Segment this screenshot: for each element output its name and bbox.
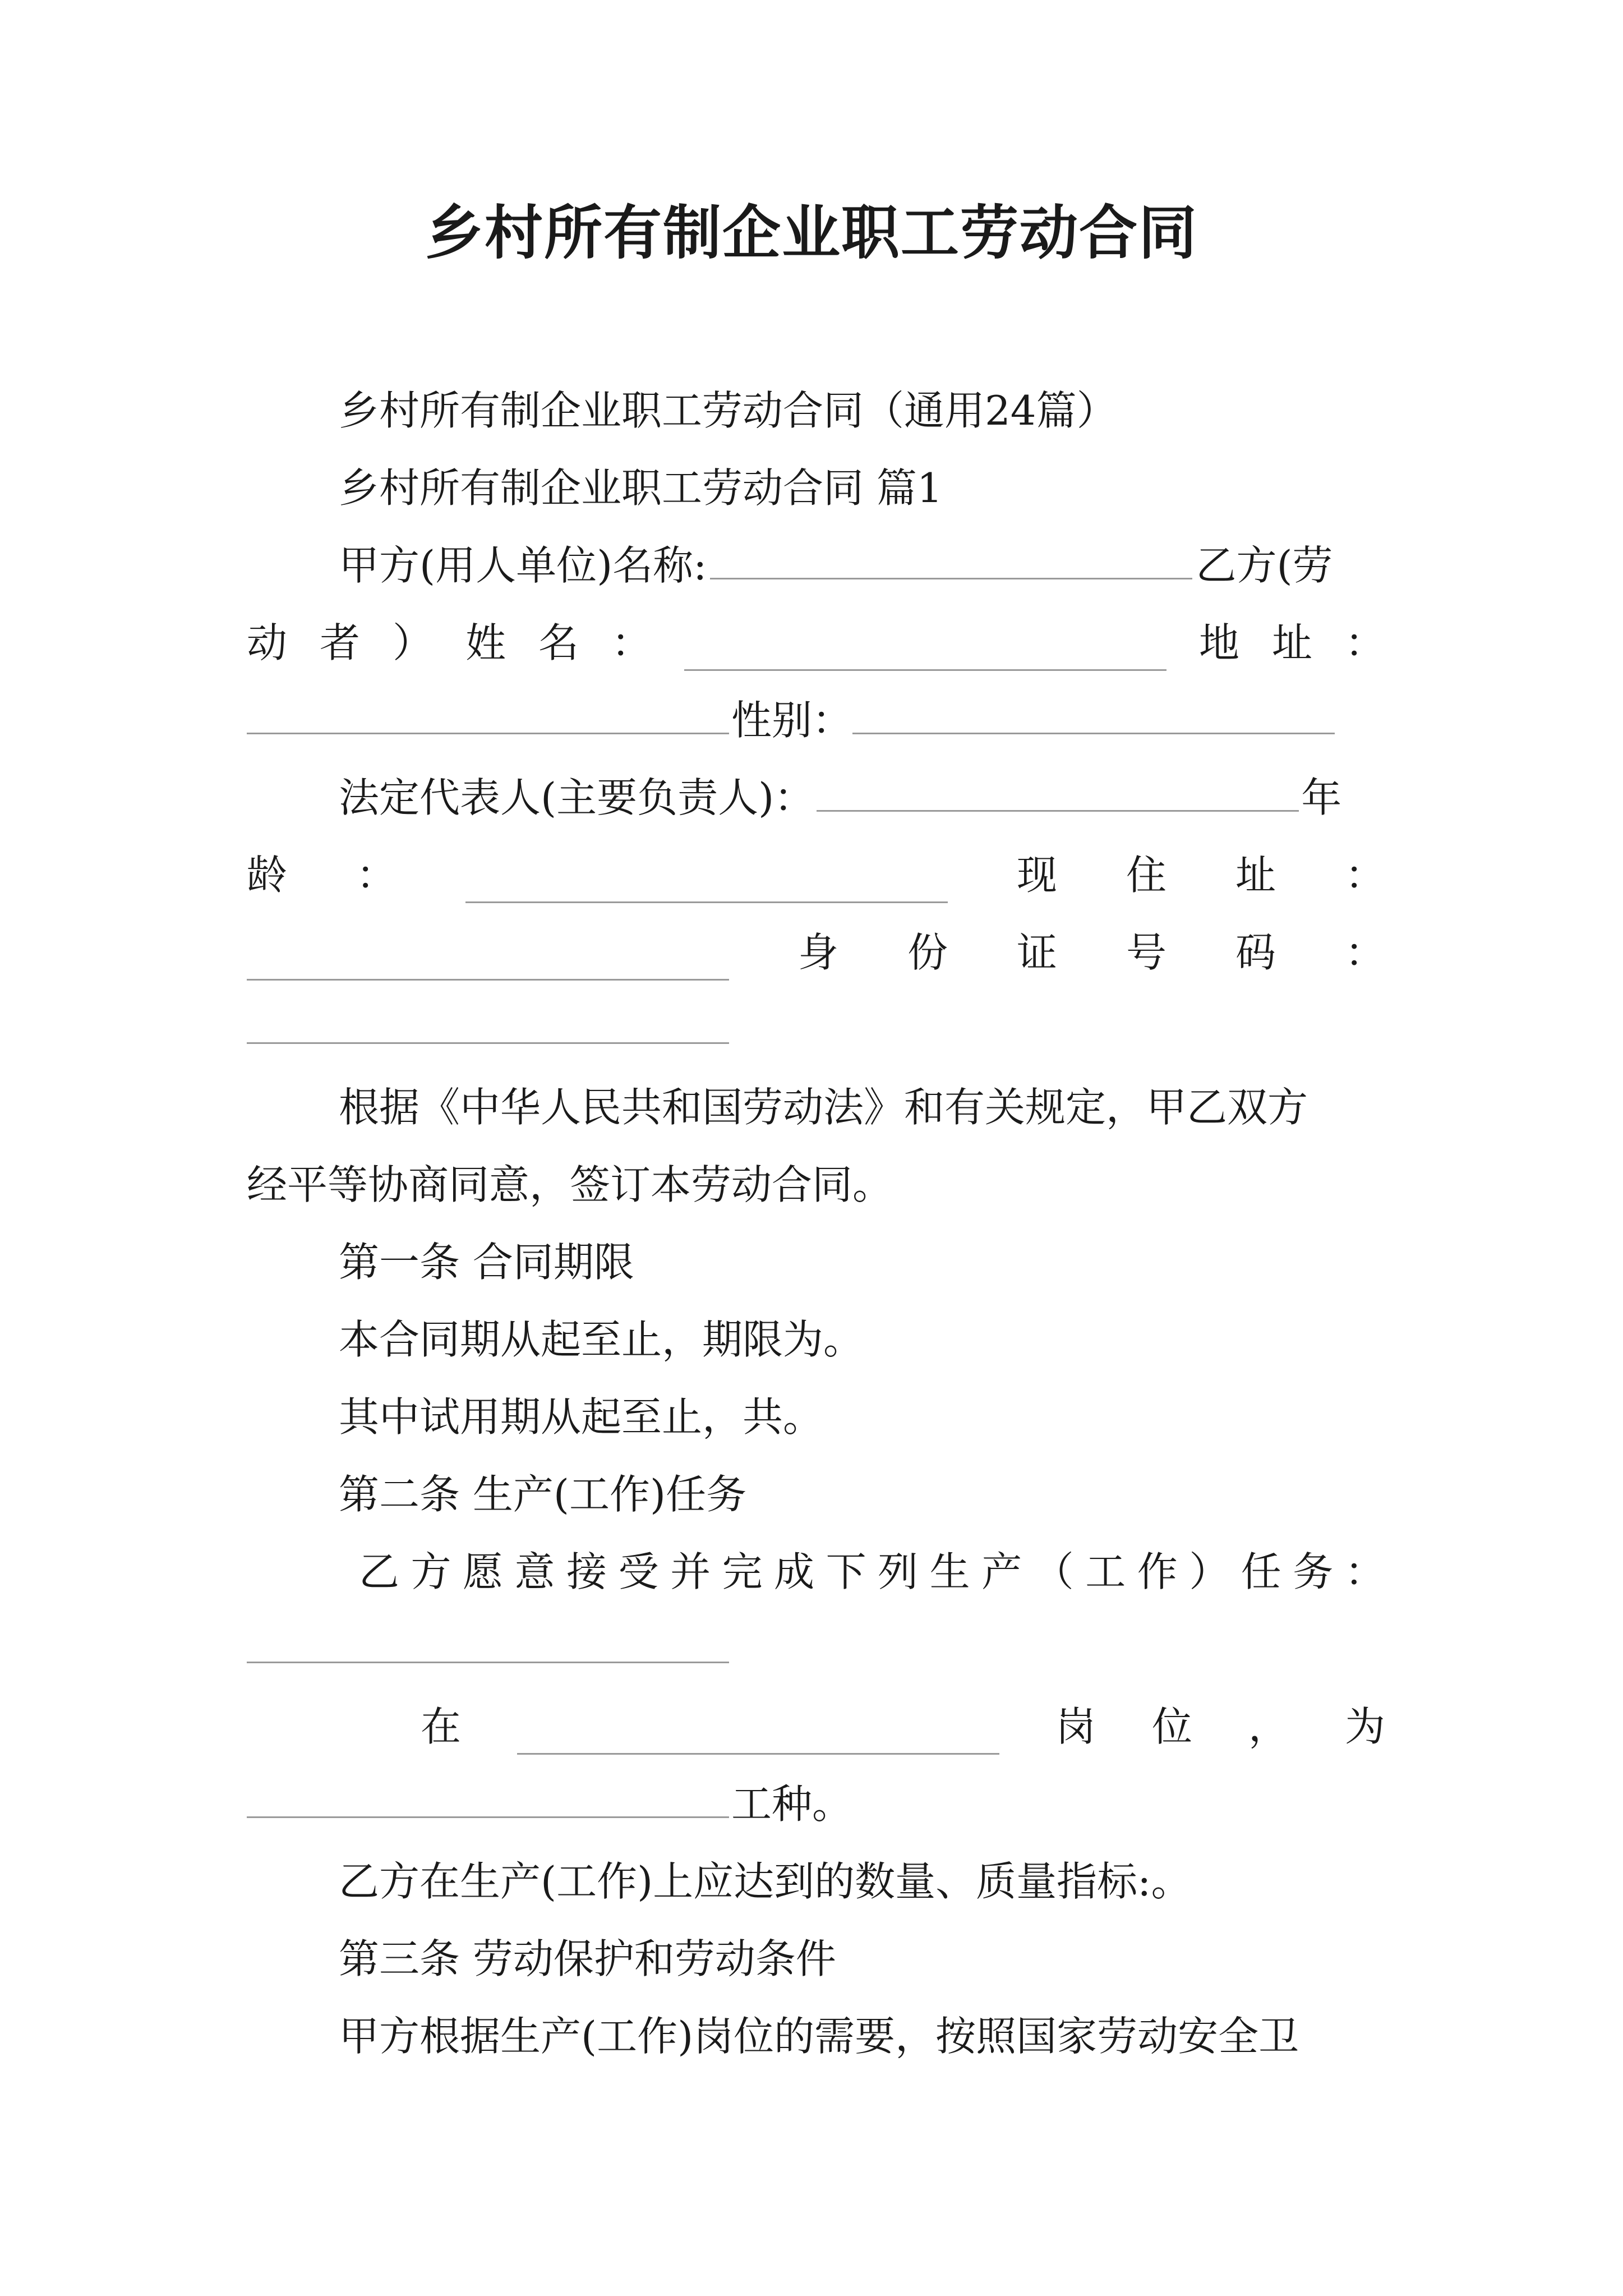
task-char: 下 bbox=[826, 1548, 866, 1595]
address-char: 地 bbox=[1198, 619, 1239, 666]
task-char: 列 bbox=[878, 1548, 919, 1595]
address-char: 址 bbox=[1271, 619, 1312, 666]
article1-title: 第一条 合同期限 bbox=[339, 1239, 634, 1286]
article2-quota: 乙方在生产(工作)上应达到的数量、质量指标:。 bbox=[339, 1858, 1192, 1905]
task-char: 完 bbox=[722, 1548, 763, 1595]
legal-rep-line bbox=[247, 770, 1385, 826]
id-char: 份 bbox=[907, 929, 948, 976]
address-blank bbox=[247, 729, 729, 734]
task-char: 务 bbox=[1293, 1548, 1334, 1595]
party-b-char: 名 bbox=[538, 619, 579, 666]
post-char: ， bbox=[1248, 1703, 1289, 1750]
id-char: 码 bbox=[1235, 929, 1276, 976]
age-address-line bbox=[247, 847, 1385, 903]
basis-paragraph-line-2: 经平等协商同意，签订本劳动合同。 bbox=[247, 1161, 893, 1208]
party-b-char: 动 bbox=[247, 619, 288, 666]
task-char: 并 bbox=[670, 1548, 711, 1595]
party-b-prefix: 乙方(劳 bbox=[1196, 542, 1333, 589]
task-char: 受 bbox=[618, 1548, 659, 1595]
party-a-name-line bbox=[247, 537, 1385, 593]
article1-probation: 其中试用期从起至止，共。 bbox=[339, 1393, 824, 1441]
id-char: 号 bbox=[1126, 929, 1166, 976]
post-blank bbox=[517, 1750, 999, 1755]
subtitle: 乡村所有制企业职工劳动合同（通用24篇） bbox=[339, 387, 1117, 434]
task-char: 乙 bbox=[359, 1548, 400, 1595]
gender-blank bbox=[852, 729, 1335, 734]
task-char: ： bbox=[1344, 1548, 1385, 1595]
worktype-label: 工种。 bbox=[731, 1780, 853, 1828]
worktype-blank bbox=[247, 1813, 729, 1818]
article3-title: 第三条 劳动保护和劳动条件 bbox=[339, 1935, 836, 1982]
party-b-name-line bbox=[247, 615, 1385, 671]
party-a-name-blank bbox=[710, 574, 1192, 579]
party-a-name-label: 甲方(用人单位)名称: bbox=[339, 542, 707, 589]
task-char: 产 bbox=[981, 1548, 1022, 1595]
article-heading: 乡村所有制企业职工劳动合同 篇1 bbox=[339, 464, 943, 512]
id-char: 证 bbox=[1016, 929, 1057, 976]
task-char: 成 bbox=[774, 1548, 815, 1595]
address-char: ： bbox=[1344, 619, 1385, 666]
article2-task-line bbox=[247, 1544, 1385, 1600]
task-char: 方 bbox=[411, 1548, 451, 1595]
task-char: 意 bbox=[514, 1548, 555, 1595]
task-char: 工 bbox=[1085, 1548, 1126, 1595]
task-char: 任 bbox=[1241, 1548, 1281, 1595]
worktype-line bbox=[247, 1776, 1385, 1832]
task-blank-line bbox=[247, 1621, 1385, 1677]
task-char: （ bbox=[1033, 1548, 1074, 1595]
current-address-blank bbox=[247, 976, 729, 981]
article2-post-line bbox=[247, 1699, 1385, 1755]
gender-label: 性别： bbox=[731, 697, 853, 744]
current-address-char: ： bbox=[1344, 852, 1385, 899]
id-number-line bbox=[247, 924, 1385, 981]
task-char: ） bbox=[1189, 1548, 1230, 1595]
legal-rep-blank bbox=[817, 807, 1299, 812]
party-b-name-blank bbox=[684, 666, 1166, 671]
id-char: ： bbox=[1344, 929, 1385, 976]
age-suffix: 年 bbox=[1301, 774, 1342, 821]
id-number-blank-line bbox=[247, 1002, 1385, 1058]
basis-paragraph-line-1: 根据《中华人民共和国劳动法》和有关规定，甲乙双方 bbox=[339, 1084, 1308, 1131]
task-blank bbox=[247, 1658, 729, 1663]
article3-text: 甲方根据生产(工作)岗位的需要，按照国家劳动安全卫 bbox=[339, 2013, 1299, 2060]
task-char: 作 bbox=[1137, 1548, 1178, 1595]
post-char: 位 bbox=[1151, 1703, 1192, 1750]
party-b-char: ） bbox=[393, 619, 434, 666]
post-char: 岗 bbox=[1055, 1703, 1096, 1750]
current-address-char: 住 bbox=[1126, 852, 1166, 899]
party-b-char: 姓 bbox=[465, 619, 506, 666]
id-char: 身 bbox=[797, 929, 838, 976]
task-char: 生 bbox=[929, 1548, 970, 1595]
task-char: 愿 bbox=[463, 1548, 504, 1595]
legal-rep-label: 法定代表人(主要负责人)： bbox=[339, 774, 815, 821]
current-address-char: 址 bbox=[1235, 852, 1276, 899]
id-number-blank bbox=[247, 1039, 729, 1044]
document-title: 乡村所有制企业职工劳动合同 bbox=[425, 199, 1198, 267]
address-gender-line bbox=[247, 692, 1385, 748]
age-char: 龄 bbox=[247, 852, 288, 899]
current-address-char: 现 bbox=[1016, 852, 1057, 899]
article1-term: 本合同期从起至止，期限为。 bbox=[339, 1316, 864, 1363]
party-b-char: 者 bbox=[320, 619, 361, 666]
age-blank bbox=[465, 898, 948, 903]
age-char: ： bbox=[356, 852, 397, 899]
article2-title: 第二条 生产(工作)任务 bbox=[339, 1471, 747, 1518]
post-char: 为 bbox=[1344, 1703, 1385, 1750]
post-at: 在 bbox=[421, 1703, 462, 1750]
party-b-char: ： bbox=[611, 619, 652, 666]
task-char: 接 bbox=[566, 1548, 607, 1595]
